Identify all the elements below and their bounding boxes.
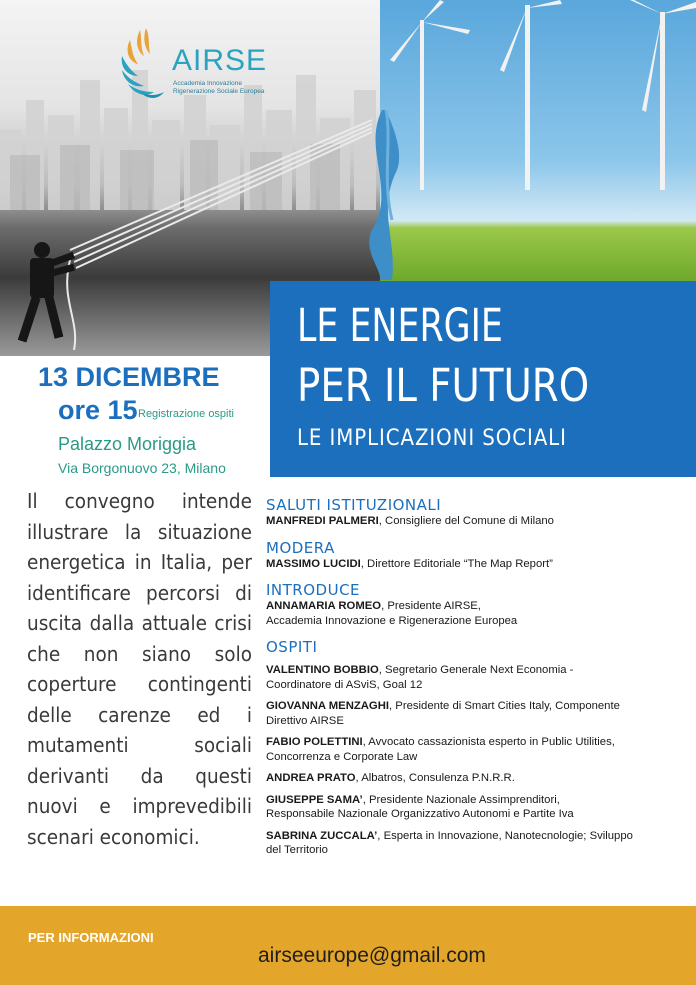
speaker-role: , Direttore Editoriale “The Map Report” — [360, 557, 553, 570]
speaker-entry — [266, 599, 676, 628]
contact-email-link[interactable]: airseeurope@gmail.com — [258, 944, 486, 967]
event-time: ore 15 — [58, 395, 138, 425]
event-date: 13 DICEMBRE — [38, 362, 220, 392]
guest-entry — [266, 829, 676, 858]
guest-entry — [266, 771, 676, 786]
speaker-role: , Presidente AIRSE, — [381, 600, 481, 612]
guest-role: , Esperta in Innovazione, Nanotecnologie; Sviluppo — [377, 829, 633, 842]
guest-entry — [266, 793, 676, 822]
guest-role: , Presidente Nazionale Assimprenditori, — [362, 793, 560, 806]
title-subtitle: LE IMPLICAZIONI SOCIALI — [297, 426, 567, 451]
guest-name: ANDREA PRATO — [266, 772, 356, 784]
event-venue: Palazzo Moriggia — [58, 434, 197, 454]
guest-role-cont: Concorrenza e Corporate Law — [266, 750, 418, 763]
title-banner — [270, 281, 696, 477]
logo-name: AIRSE — [172, 44, 268, 77]
footer-bar — [0, 906, 696, 985]
guest-name: SABRINA ZUCCALA’ — [266, 829, 378, 842]
guest-role-cont: Coordinatore di ASviS, Goal 12 — [266, 678, 423, 691]
wind-turbines — [380, 0, 696, 200]
logo-subtitle-line1: Accademia Innovazione — [173, 80, 243, 87]
logo-subtitle — [173, 80, 283, 96]
info-label: PER INFORMAZIONI — [28, 930, 154, 945]
speaker-role: , Consigliere del Comune di Milano — [378, 515, 554, 527]
guest-name: FABIO POLETTINI — [266, 736, 363, 748]
section-title-saluti: SALUTI ISTITUZIONALI — [266, 496, 442, 514]
guest-role: , Avvocato cassazionista esperto in Public Utilities, — [362, 736, 615, 748]
section-title-introduce: INTRODUCE — [266, 581, 361, 599]
guest-role: , Presidente di Smart Cities Italy, Componente — [389, 700, 620, 712]
guest-role: , Albatros, Consulenza P.N.R.R. — [355, 772, 515, 784]
registration-note: Registrazione ospiti — [138, 408, 234, 420]
guest-entry — [266, 735, 676, 764]
speaker-name: ANNAMARIA ROMEO — [266, 600, 382, 612]
title-line1: LE ENERGIE — [297, 299, 503, 352]
program-list — [266, 496, 676, 858]
guest-role-cont: del Territorio — [266, 844, 328, 856]
title-line2: PER IL FUTURO — [297, 359, 590, 412]
section-title-modera: MODERA — [266, 538, 335, 557]
guest-role: , Segretario Generale Next Economia - — [378, 664, 574, 676]
guest-name: GIOVANNA MENZAGHI — [266, 700, 390, 712]
guest-name: VALENTINO BOBBIO — [266, 664, 379, 676]
guest-entry — [266, 663, 676, 692]
intro-paragraph: Il convegno intende illustrare la situazione energetica in Italia, per identificare percorsi di uscita dalla attuale crisi che non siano solo coperture contingenti delle carenze ed i mutamenti sociali derivanti da questi nuovi e imprevedibili scenari economici. — [27, 489, 252, 849]
logo-subtitle-line2: Rigenerazione Sociale Europea — [173, 88, 265, 95]
guest-role-cont: Responsabile Nazionale Organizzativo Autonomi e Partite Iva — [266, 808, 574, 820]
guest-entry — [266, 699, 676, 728]
speaker-entry — [266, 557, 676, 572]
airse-logo — [116, 26, 276, 106]
event-address: Via Borgonuovo 23, Milano — [58, 460, 226, 476]
speaker-name: MASSIMO LUCIDI — [266, 557, 361, 570]
airse-swirl-icon — [116, 26, 170, 102]
speaker-name: MANFREDI PALMERI — [266, 515, 379, 527]
speaker-role-cont: Accademia Innovazione e Rigenerazione Europea — [266, 614, 518, 627]
guest-role-cont: Direttivo AIRSE — [266, 714, 344, 727]
guest-name: GIUSEPPE SAMA’ — [266, 793, 363, 806]
section-title-ospiti: OSPITI — [266, 638, 318, 656]
speaker-entry — [266, 514, 676, 529]
